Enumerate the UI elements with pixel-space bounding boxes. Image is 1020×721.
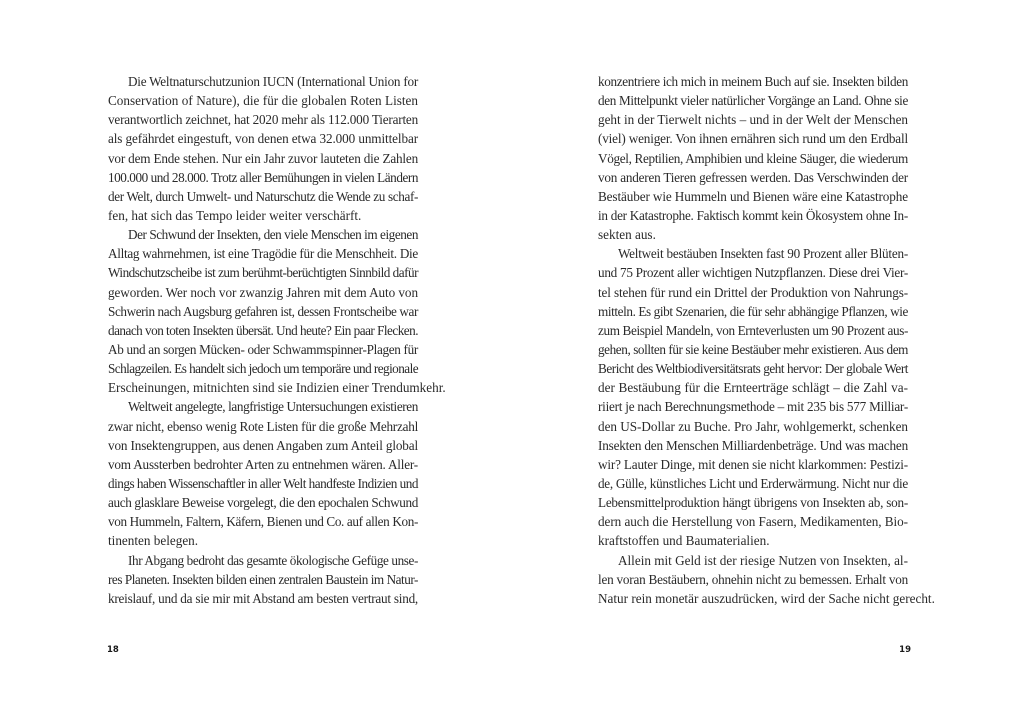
- paragraph: [108, 397, 418, 550]
- paragraph: [108, 72, 418, 225]
- text-line: Bestäuber wie Hummeln und Bienen wäre eine Katastrophe: [598, 188, 908, 204]
- left-page-body: [108, 72, 446, 608]
- text-line: von Insektengruppen, aus denen Angaben zum Anteil global: [108, 437, 418, 453]
- right-page: [510, 0, 1020, 721]
- text-line: der Bestäubung für die Ernteerträge schlägt – die Zahl va-: [598, 380, 908, 396]
- text-line: Lebensmittelproduktion hängt übrigens von Insekten ab, son-: [598, 495, 908, 511]
- paragraph: [598, 244, 908, 550]
- text-line: Der Schwund der Insekten, den viele Menschen im eigenen: [128, 227, 418, 243]
- text-line: kraftstoffen und Baumaterialien.: [598, 533, 770, 549]
- text-line: geht in der Tierwelt nichts – und in der Welt der Menschen: [598, 112, 909, 128]
- text-line: zum Beispiel Mandeln, von Ernteverlusten um 90 Prozent aus-: [598, 322, 908, 338]
- text-line: fen, hat sich das Tempo leider weiter verschärft.: [108, 207, 362, 223]
- text-line: verantwortlich zeichnet, hat 2020 mehr als 112.000 Tierarten: [108, 112, 418, 128]
- text-line: auch glasklare Beweise vorgelegt, die den epochalen Schwund: [108, 495, 418, 511]
- text-line: (viel) weniger. Von ihnen ernähren sich rund um den Erdball: [598, 131, 908, 147]
- text-line: und 75 Prozent aller wichtigen Nutzpflanzen. Diese drei Vier-: [598, 265, 908, 281]
- text-line: der Welt, durch Umwelt- und Naturschutz die Wende zu schaf-: [108, 188, 419, 204]
- text-line: 100.000 und 28.000. Trotz aller Bemühungen in vielen Ländern: [108, 169, 418, 185]
- text-line: Conservation of Nature), die für die globalen Roten Listen: [108, 93, 418, 109]
- text-line: dings haben Wissenschaftler in aller Welt handfeste Indizien und: [108, 475, 418, 491]
- text-line: Alltag wahrnehmen, ist eine Tragödie für die Menschheit. Die: [108, 246, 418, 262]
- paragraph: [108, 551, 418, 608]
- text-line: zwar nicht, ebenso wenig Rote Listen für die große Mehrzahl: [108, 418, 419, 434]
- text-line: sekten aus.: [598, 227, 656, 243]
- text-line: in der Katastrophe. Faktisch kommt kein Ökosystem ohne In-: [598, 207, 908, 223]
- text-line: Schlagzeilen. Es handelt sich jedoch um temporäre und regionale: [108, 361, 418, 377]
- text-line: Windschutzscheibe ist zum berühmt-berüchtigten Sinnbild dafür: [108, 265, 418, 281]
- text-line: als gefährdet eingestuft, von denen etwa 32.000 unmittelbar: [108, 131, 418, 147]
- paragraph: [108, 225, 446, 397]
- text-line: mitteln. Es gibt Szenarien, die für sehr abhängige Pflanzen, wie: [598, 303, 908, 319]
- text-line: Ihr Abgang bedroht das gesamte ökologische Gefüge unse-: [128, 552, 418, 568]
- text-line: vom Aussterben bedrohter Arten zu entnehmen wären. Aller-: [108, 456, 418, 472]
- text-line: Die Weltnaturschutzunion IUCN (International Union for: [128, 74, 418, 89]
- text-line: geworden. Wer noch vor zwanzig Jahren mit dem Auto von: [108, 284, 418, 300]
- text-line: vor dem Ende stehen. Nur ein Jahr zuvor lauteten die Zahlen: [108, 150, 418, 166]
- text-line: kreislauf, und da sie mir mit Abstand am besten vertraut sind,: [108, 590, 418, 606]
- paragraph: [598, 72, 908, 244]
- text-line: von Hummeln, Faltern, Käfern, Bienen und Co. auf allen Kon-: [108, 514, 418, 530]
- text-line: de, Gülle, künstliches Licht und Erderwärmung. Nicht nur die: [598, 475, 908, 491]
- text-line: den US-Dollar zu Buche. Pro Jahr, wohlgemerkt, schenken: [598, 418, 908, 434]
- text-line: tel stehen für rund ein Drittel der Produktion von Nahrungs-: [598, 284, 908, 300]
- text-line: Vögel, Reptilien, Amphibien und kleine Säuger, die wiederum: [598, 150, 908, 166]
- text-line: Natur rein monetär auszudrücken, wird der Sache nicht gerecht.: [598, 590, 935, 606]
- page-number-left: 18: [107, 645, 119, 655]
- text-line: Ab und an sorgen Mücken- oder Schwammspinner-Plagen für: [108, 341, 418, 357]
- text-line: Schwerin nach Augsburg gefahren ist, dessen Frontscheibe war: [108, 303, 418, 319]
- text-line: danach von toten Insekten übersät. Und heute? Ein paar Flecken.: [108, 322, 418, 338]
- paragraph: [598, 551, 935, 608]
- text-line: Erscheinungen, mitnichten sind sie Indizien einer Trendumkehr.: [108, 380, 446, 396]
- page-number-right: 19: [899, 645, 911, 655]
- text-line: gehen, sollten für sie keine Bestäuber mehr existieren. Aus dem: [598, 341, 908, 357]
- text-line: len voran Bestäubern, ohnehin nicht zu bemessen. Erhalt von: [598, 571, 908, 587]
- text-line: dern auch die Herstellung von Fasern, Medikamenten, Bio-: [598, 514, 908, 530]
- text-line: den Mittelpunkt vieler natürlicher Vorgänge an Land. Ohne sie: [598, 93, 908, 109]
- text-line: Weltweit bestäuben Insekten fast 90 Prozent aller Blüten-: [618, 246, 908, 262]
- text-line: Insekten den Menschen Milliardenbeträge. Und was machen: [598, 437, 909, 453]
- text-line: Bericht des Weltbiodiversitätsrats geht hervor: Der globale Wert: [598, 361, 908, 377]
- text-line: von anderen Tieren gefressen werden. Das Verschwinden der: [598, 169, 908, 185]
- text-line: wir? Lauter Dinge, mit denen sie nicht klarkommen: Pestizi-: [598, 456, 908, 472]
- text-line: Allein mit Geld ist der riesige Nutzen von Insekten, al-: [618, 552, 908, 568]
- text-line: konzentriere ich mich in meinem Buch auf sie. Insekten bilden: [598, 74, 909, 89]
- text-line: riiert je nach Berechnungsmethode – mit 235 bis 577 Milliar-: [598, 399, 908, 415]
- text-line: res Planeten. Insekten bilden einen zentralen Baustein im Natur-: [108, 571, 418, 587]
- text-line: Weltweit angelegte, langfristige Untersuchungen existieren: [128, 399, 418, 415]
- right-page-body: [598, 72, 935, 608]
- text-line: tinenten belegen.: [108, 533, 199, 549]
